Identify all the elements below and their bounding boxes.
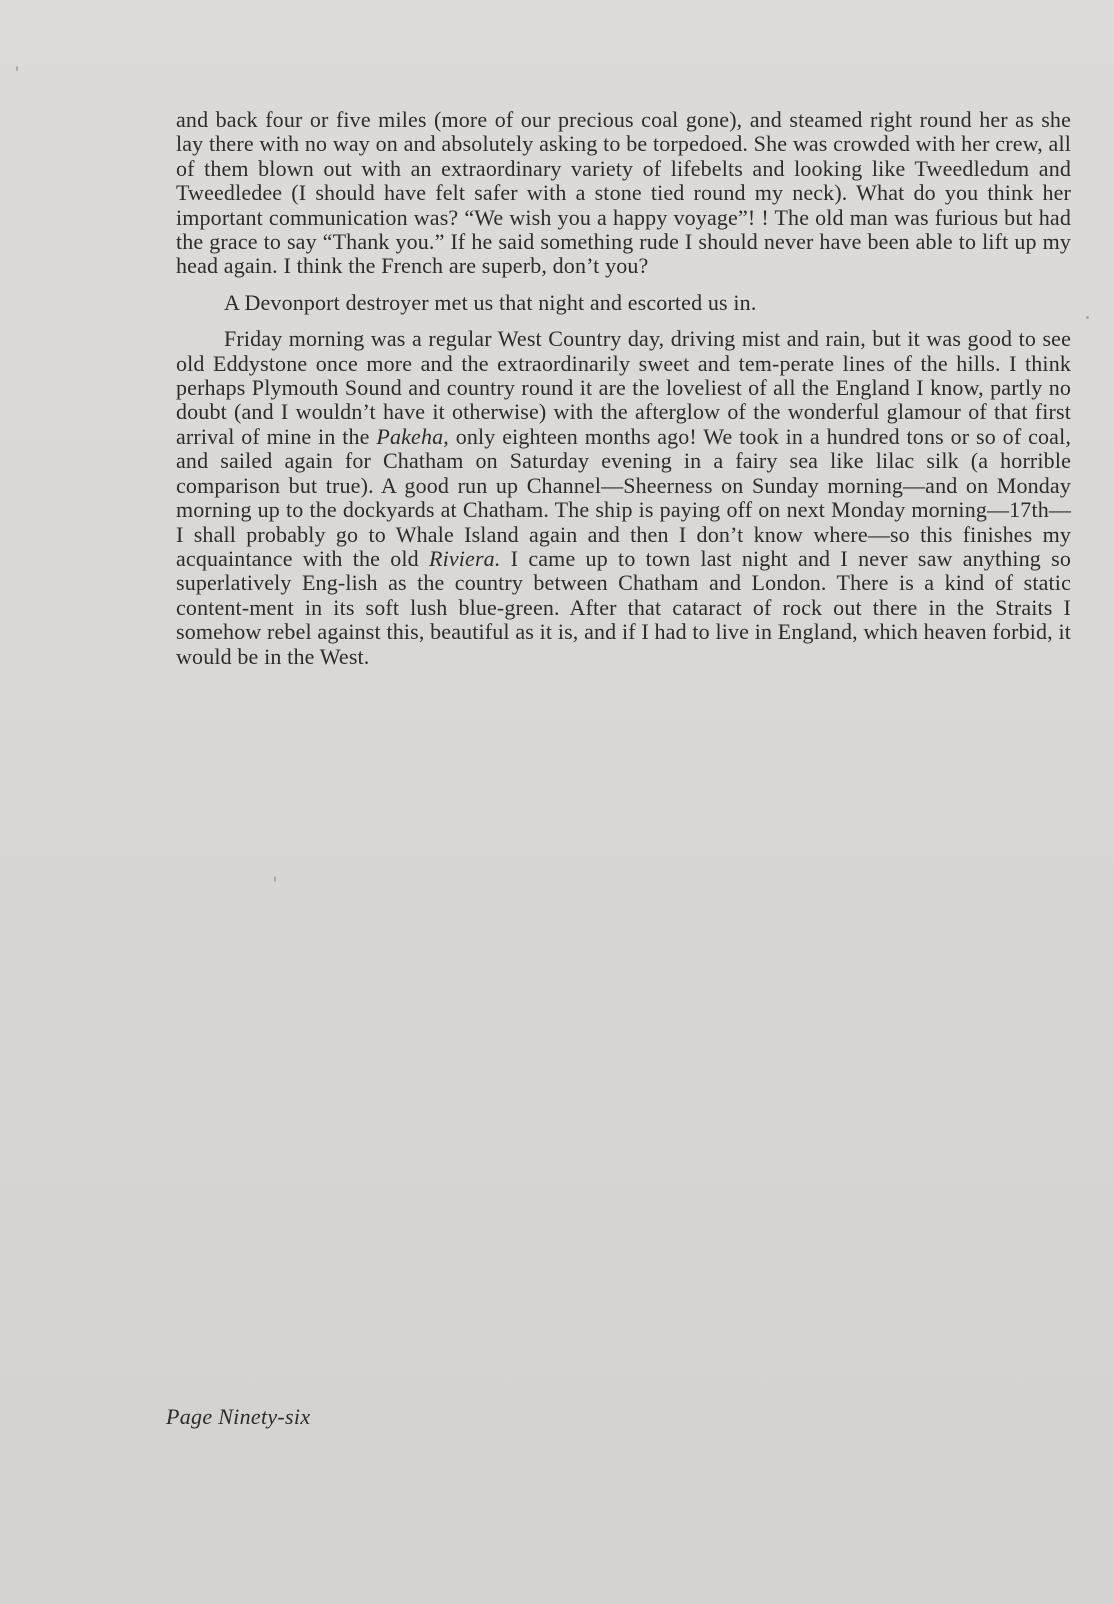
page-number: Page Ninety-six bbox=[166, 1404, 311, 1429]
paragraph-3-text-c: I came up to town last night and I never saw anything so superlatively Eng‐lish as the country between Chatham and London. There is a kind of static content‐ment in its soft lush blue‐green. After that cataract of rock out there in the Straits I somehow rebel against this, beautiful as it is, and if I had to live in England, which heaven forbid, it would be in the West. bbox=[176, 545, 1071, 669]
paragraph-3 bbox=[176, 327, 1071, 669]
paper-speck bbox=[274, 876, 276, 882]
paragraph-1 bbox=[176, 108, 1071, 279]
paragraph-3-text-a: Friday morning was a regular West Country day, driving mist and rain, but it was good to see old Eddystone once more and the extraordinarily sweet and tem‐perate lines of the hills. I think perhaps Plymouth Sound and country round it are the loveliest of all the England I know, partly no doubt (and I wouldn’t have it otherwise) with the afterglow of the wonderful glamour of that first arrival of mine in the bbox=[176, 326, 1071, 449]
ship-name-riviera: Riviera. bbox=[429, 545, 501, 571]
body-text bbox=[176, 108, 1071, 669]
ship-name-pakeha: Pakeha, bbox=[376, 423, 449, 449]
paragraph-3-text-b: only eighteen months ago! We took in a hundred tons or so of coal, and sailed again for Chatham on Saturday evening in a fairy sea like lilac silk (a horrible comparison but true). A good run up Channel—Sheerness on Sunday morning—and on Monday morning up to the dockyards at Chatham. The ship is paying off on next Monday morning—17th—I shall probably go to Whale Island again and then I don’t know where—so this finishes my acquaintance with the old bbox=[176, 423, 1071, 571]
paragraph-1-text: and back four or five miles (more of our precious coal gone), and steamed right round her as she lay there with no way on and absolutely asking to be torpedoed. She was crowded with her crew, all of them blown out with an extraordinary variety of lifebelts and looking like Tweedledum and Tweedledee (I should have felt safer with a stone tied round my neck). What do you think her important communication was? “We wish you a happy voyage”! ! The old man was furious but had the grace to say “Thank you.” If he said something rude I should never have been able to lift up my head again. I think the French are superb, don’t you? bbox=[176, 107, 1071, 279]
paragraph-2-text: A Devonport destroyer met us that night and escorted us in. bbox=[224, 289, 757, 315]
paper-speck bbox=[16, 66, 18, 71]
paragraph-2 bbox=[176, 291, 1071, 315]
paper-speck bbox=[1086, 316, 1089, 319]
